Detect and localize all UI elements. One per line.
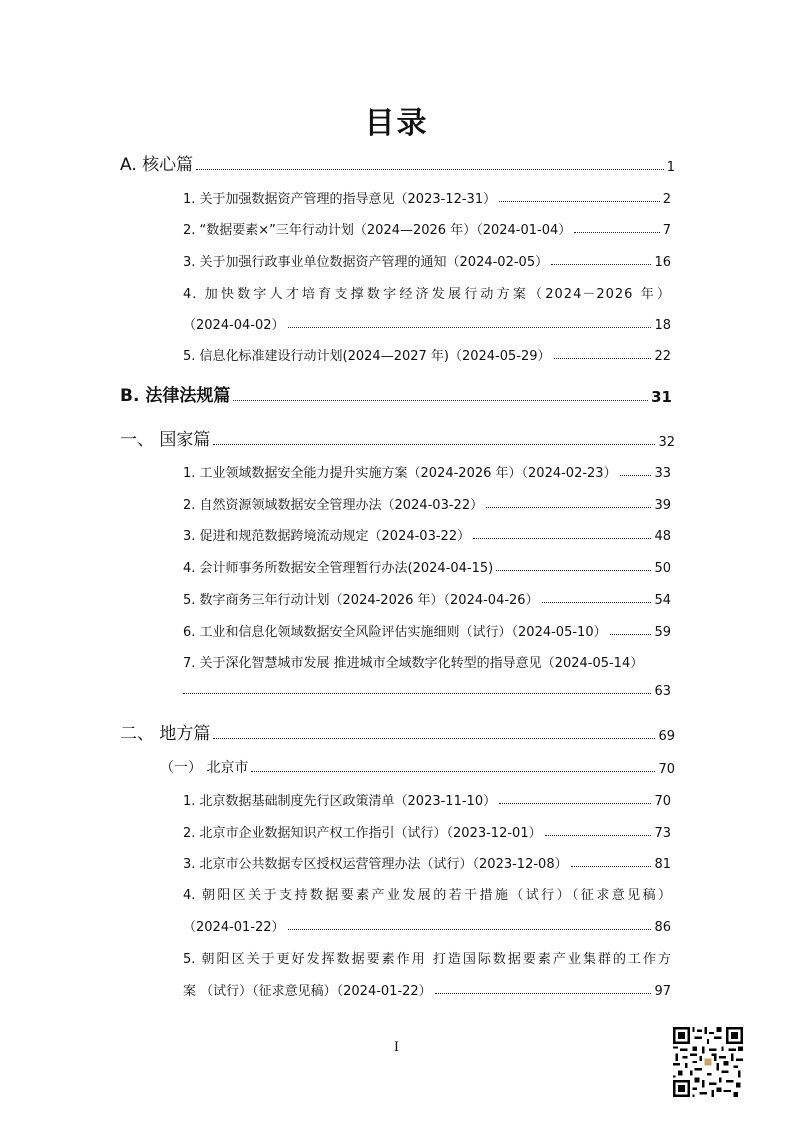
toc-label: 2. 北京市企业数据知识产权工作指引（试行）（2023-12-01）	[183, 826, 542, 841]
leader-dots	[499, 803, 651, 804]
toc-label: 1. 关于加强数据资产管理的指导意见（2023-12-31）	[183, 192, 497, 207]
toc-label: 5. 数字商务三年行动计划（2024-2026 年）（2024-04-26）	[183, 593, 539, 608]
leader-dots	[545, 835, 652, 836]
leader-dots	[196, 169, 664, 170]
toc-entry-c2[interactable]	[183, 494, 671, 513]
leader-dots	[542, 602, 652, 603]
toc-subsection-beijing[interactable]	[160, 757, 675, 777]
leader-dots	[554, 358, 652, 359]
toc-entry-c4[interactable]	[183, 557, 671, 576]
toc-page-number: 70	[654, 794, 671, 809]
toc-page-number: 7	[662, 223, 671, 238]
toc-label: B. 法律法规篇	[120, 386, 231, 406]
toc-entry-d5-line1[interactable]: 5. 朝阳区关于更好发挥数据要素作用 打造国际数据要素产业集群的工作方	[183, 952, 671, 967]
leader-dots	[610, 634, 652, 635]
toc-label: 1. 工业领域数据安全能力提升实施方案（2024-2026 年）（2024-02-23）	[183, 466, 617, 481]
toc-entry-a4-line1[interactable]: 4. 加快数字人才培育支撑数字经济发展行动方案（2024－2026 年）	[183, 287, 671, 302]
toc-page-number: 50	[654, 561, 671, 576]
toc-label: 4. 会计师事务所数据安全管理暂行办法(2024-04-15)	[183, 561, 494, 576]
toc-page-number: 59	[654, 625, 671, 640]
toc-page-number: 32	[658, 435, 675, 450]
toc-label: 3. 北京市公共数据专区授权运营管理办法（试行）（2023-12-08）	[183, 857, 568, 872]
leader-dots	[499, 201, 660, 202]
toc-page-number: 1	[666, 160, 675, 175]
leader-dots	[571, 866, 652, 867]
toc-label: 3. 关于加强行政事业单位数据资产管理的通知（2024-02-05）	[183, 255, 549, 270]
toc-entry-c1[interactable]	[183, 462, 671, 481]
toc-page-number: 97	[654, 984, 671, 999]
leader-dots	[496, 570, 651, 571]
toc-page-number: 63	[654, 684, 671, 699]
toc-label: （2024-04-02）	[183, 318, 285, 333]
toc-label: 案 （试行）（征求意见稿）（2024-01-22）	[183, 984, 432, 999]
toc-label: 6. 工业和信息化领域数据安全风险评估实施细则（试行）（2024-05-10）	[183, 625, 607, 640]
toc-entry-c6[interactable]	[183, 621, 671, 640]
leader-dots	[486, 507, 651, 508]
toc-page-number: 16	[654, 255, 671, 270]
toc-section-a[interactable]	[120, 150, 675, 175]
toc-page-number: 33	[654, 466, 671, 481]
toc-page-number: 22	[654, 349, 671, 364]
toc-entry-c7[interactable]	[183, 684, 671, 699]
leader-dots	[288, 327, 652, 328]
toc-entry-a4[interactable]	[183, 314, 671, 333]
toc-page-number: 39	[654, 498, 671, 513]
toc-label: 2. “数据要素×”三年行动计划（2024—2026 年）（2024-01-04）	[183, 223, 572, 238]
footer-page-number: I	[393, 1040, 400, 1055]
toc-label: A. 核心篇	[120, 155, 194, 175]
toc-entry-a2[interactable]	[183, 219, 671, 238]
qr-code-icon	[673, 1027, 743, 1097]
toc-page-number: 73	[654, 826, 671, 841]
toc-page-number: 81	[654, 857, 671, 872]
leader-dots	[551, 264, 651, 265]
toc-section-local[interactable]	[120, 719, 675, 744]
toc-entry-d3[interactable]	[183, 853, 671, 872]
toc-page-number: 2	[662, 192, 671, 207]
page-title: 目录	[364, 106, 429, 141]
toc-entry-d5[interactable]	[183, 980, 671, 999]
toc-label: 1. 北京数据基础制度先行区政策清单（2023-11-10）	[183, 794, 497, 809]
toc-page-number: 18	[654, 318, 671, 333]
toc-entry-d2[interactable]	[183, 822, 671, 841]
toc-entry-a1[interactable]	[183, 188, 671, 207]
toc-entry-d4-line1[interactable]: 4. 朝阳区关于支持数据要素产业发展的若干措施（试行）（征求意见稿）	[183, 888, 671, 903]
toc-entry-c3[interactable]	[183, 525, 671, 544]
toc-page-number: 70	[658, 762, 675, 777]
toc-entry-c5[interactable]	[183, 589, 671, 608]
leader-dots	[213, 444, 655, 445]
leader-dots	[183, 693, 651, 694]
toc-entry-a3[interactable]	[183, 251, 671, 270]
toc-label: 二、 地方篇	[120, 724, 211, 744]
leader-dots	[620, 475, 652, 476]
toc-section-national[interactable]	[120, 425, 675, 450]
toc-label: 3. 促进和规范数据跨境流动规定（2024-03-22）	[183, 529, 471, 544]
toc-label: 一、 国家篇	[120, 430, 211, 450]
toc-entry-a5[interactable]	[183, 345, 671, 364]
toc-page-number: 69	[658, 729, 675, 744]
toc-section-b[interactable]	[120, 381, 672, 406]
toc-label: 2. 自然资源领域数据安全管理办法（2024-03-22）	[183, 498, 484, 513]
leader-dots	[233, 400, 648, 401]
toc-page-number: 86	[654, 920, 671, 935]
toc-page-number: 48	[654, 529, 671, 544]
toc-entry-d4[interactable]	[183, 916, 671, 935]
leader-dots	[213, 738, 655, 739]
leader-dots	[435, 993, 652, 994]
toc-page-number: 54	[654, 593, 671, 608]
leader-dots	[473, 538, 651, 539]
toc-entry-d1[interactable]	[183, 790, 671, 809]
toc-entry-c7-line1[interactable]: 7. 关于深化智慧城市发展 推进城市全域数字化转型的指导意见（2024-05-14）	[183, 656, 644, 671]
leader-dots	[574, 232, 659, 233]
leader-dots	[251, 771, 655, 772]
toc-label: （一） 北京市	[160, 760, 249, 776]
leader-dots	[288, 929, 652, 930]
toc-page-number: 31	[651, 388, 672, 406]
toc-label: 5. 信息化标准建设行动计划(2024—2027 年)（2024-05-29）	[183, 349, 551, 364]
toc-label: （2024-01-22）	[183, 920, 285, 935]
